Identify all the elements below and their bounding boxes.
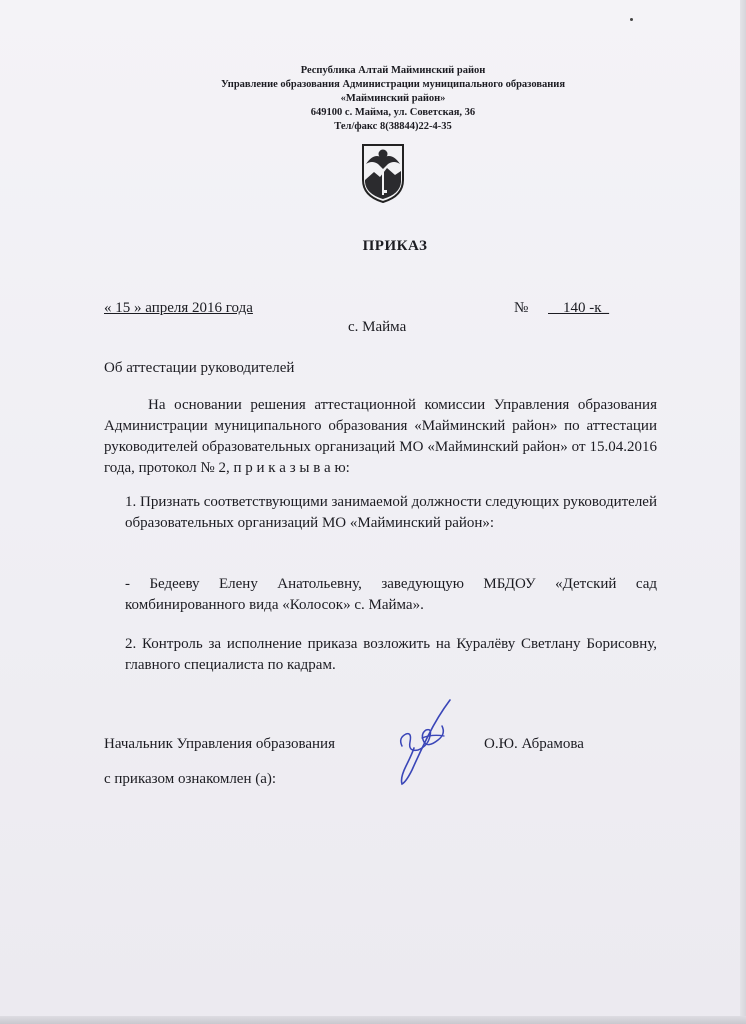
handwritten-signature <box>392 696 462 788</box>
page-edge-right <box>740 0 746 1024</box>
document-title: ПРИКАЗ <box>362 238 428 254</box>
order-subject: Об аттестации руководителей <box>104 360 295 376</box>
header-department: Управление образования Администрации муниципального образования <box>220 79 566 90</box>
signatory-name: О.Ю. Абрамова <box>484 736 584 752</box>
signatory-position: Начальник Управления образования <box>104 736 335 752</box>
body-paragraph-item-2: 2. Контроль за исполнение приказа возложить на Куралёву Светлану Борисовну, главного специалиста по кадрам. <box>125 636 657 673</box>
order-number: 140 -к_ <box>548 300 610 316</box>
page-edge-bottom <box>0 1016 746 1024</box>
order-place: с. Майма <box>348 319 407 335</box>
scan-speck <box>630 18 633 21</box>
header-region: Республика Алтай Майминский район <box>300 65 486 76</box>
coat-of-arms-icon <box>360 142 406 204</box>
header-address: 649100 с. Майма, ул. Советская, 36 <box>310 107 476 118</box>
acknowledgement-line: с приказом ознакомлен (а): <box>104 771 277 787</box>
order-date: « 15 » апреля 2016 года <box>104 300 253 316</box>
body-paragraph-basis: На основании решения аттестационной комиссии Управления образования Администрации муниципального образования «Майминский район» по аттестации руководителей образовательных организаций МО «Майминский район» от 15.04.2016 года, протокол № 2, п р и к а з ы в а ю: <box>104 397 657 476</box>
header-municipality: «Майминский район» <box>340 93 446 104</box>
body-paragraph-person: - Бедееву Елену Анатольевну, заведующую МБДОУ «Детский сад комбинированного вида «Колосок» с. Майма». <box>125 576 657 613</box>
header-phone: Тел/факс 8(38844)22-4-35 <box>334 121 452 132</box>
order-number-sign: № <box>514 300 529 316</box>
body-paragraph-item-1: 1. Признать соответствующими занимаемой должности следующих руководителей образовательных организаций МО «Майминский район»: <box>125 494 657 531</box>
